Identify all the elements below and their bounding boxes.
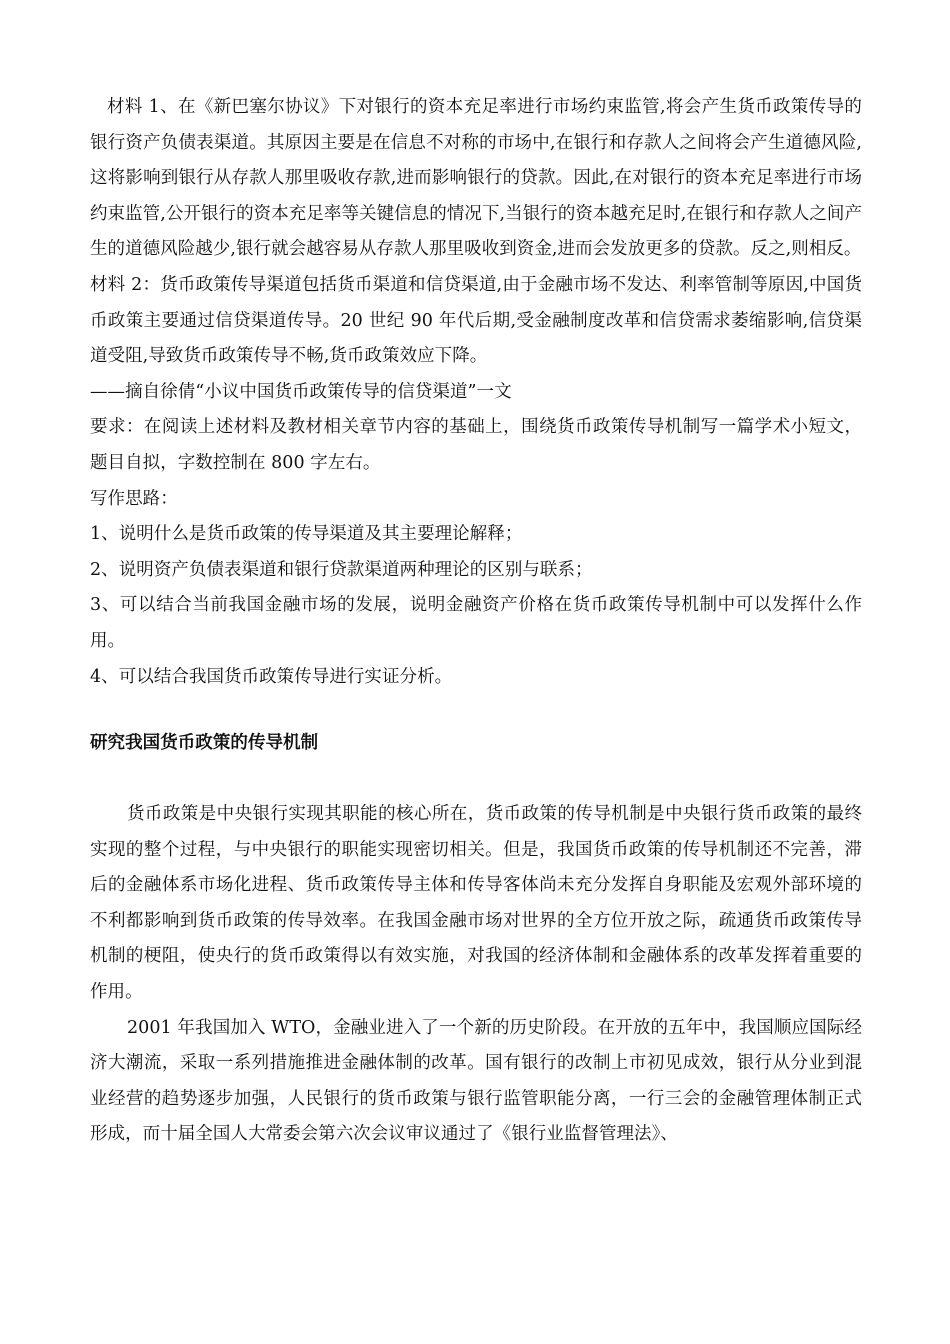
outline-title: 写作思路： <box>90 488 178 509</box>
material-1-paragraph: 材料 1、在《新巴塞尔协议》下对银行的资本充足率进行市场约束监管,将会产生货币政策传导的银行资产负债表渠道。其原因主要是在信息不对称的市场中,在银行和存款人之间将会产生道德风险,这将影响到银行从存款人那里吸收存款,进而影响银行的贷款。因此,在对银行的资本充足率进行市场约束监管,公开银行的资本充足率等关键信息的情况下,当银行的资本越充足时,在银行和存款人之间产生的道德风险越少,银行就会越容易从存款人那里吸收到资金,进而会发放更多的贷款。反之,则相反。 <box>90 97 862 260</box>
outline-item-2: 2、说明资产负债表渠道和银行贷款渠道两种理论的区别与联系； <box>90 559 593 580</box>
outline-item-4: 4、可以结合我国货币政策传导进行实证分析。 <box>90 666 453 687</box>
outline-item-3: 3、可以结合当前我国金融市场的发展，说明金融资产价格在货币政策传导机制中可以发挥什么作用。 <box>90 595 862 651</box>
essay-paragraph-1: 货币政策是中央银行实现其职能的核心所在，货币政策的传导机制是中央银行货币政策的最终实现的整个过程，与中央银行的职能实现密切相关。但是，我国货币政策的传导机制还不完善，滞后的金融体系市场化进程、货币政策传导主体和传导客体尚未充分发挥自身职能及宏观外部环境的不利都影响到货币政策的传导效率。在我国金融市场对世界的全方位开放之际，疏通货币政策传导机制的梗阻，使央行的货币政策得以有效实施，对我国的经济体制和金融体系的改革发挥着重要的作用。 <box>90 804 862 1003</box>
essay-title: 研究我国货币政策的传导机制 <box>90 733 319 754</box>
material-2-paragraph: 材料 2：货币政策传导渠道包括货币渠道和信贷渠道,由于金融市场不发达、利率管制等原因,中国货币政策主要通过信贷渠道传导。20 世纪 90 年代后期,受金融制度改革和信贷需求萎缩影响,信贷渠道受阻,导致货币政策传导不畅,货币政策效应下降。 <box>90 274 862 367</box>
outline-item-1: 1、说明什么是货币政策的传导渠道及其主要理论解释； <box>90 524 523 545</box>
essay-paragraph-2: 2001 年我国加入 WTO，金融业进入了一个新的历史阶段。在开放的五年中，我国顺应国际经济大潮流，采取一系列措施推进金融体制的改革。国有银行的改制上市初见成效，银行从分业到混业经营的趋势逐步加强，人民银行的货币政策与银行监管职能分离，一行三会的金融管理体制正式形成，而十届全国人大常委会第六次会议审议通过了《银行业监督管理法》、 <box>90 1017 862 1145</box>
document-page <box>90 90 862 1153</box>
requirement-paragraph: 要求：在阅读上述材料及教材相关章节内容的基础上，围绕货币政策传导机制写一篇学术小短文，题目自拟，字数控制在 800 字左右。 <box>90 417 862 473</box>
source-note: ——摘自徐倩“小议中国货币政策传导的信贷渠道”一文 <box>90 381 512 402</box>
